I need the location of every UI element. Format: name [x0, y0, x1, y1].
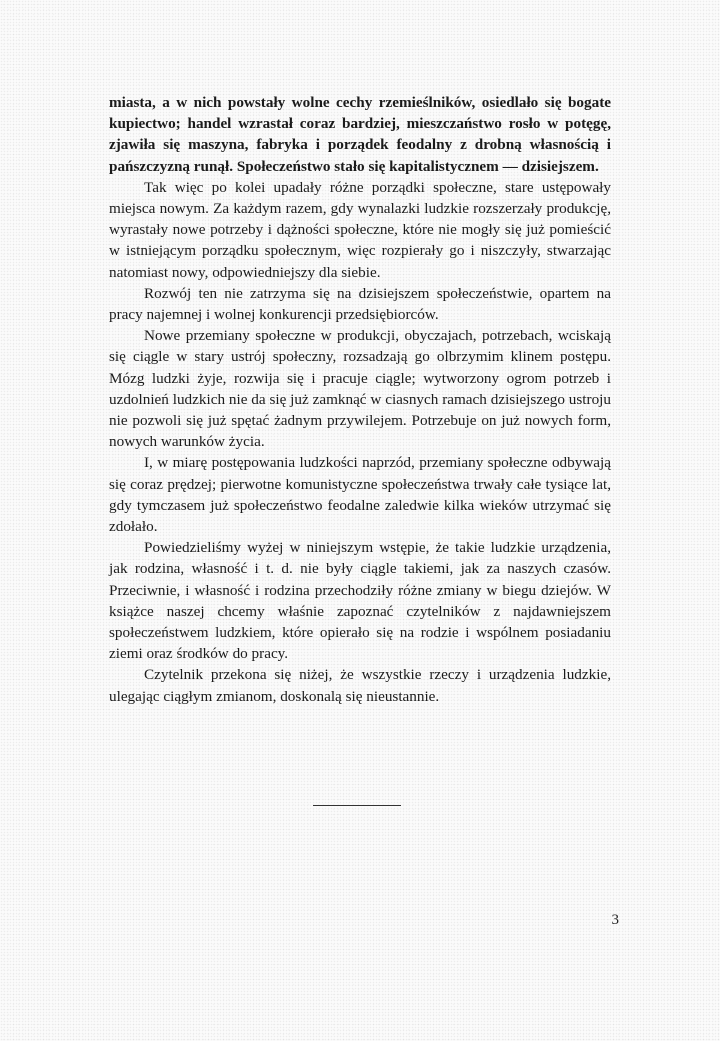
- paragraph: Tak więc po kolei upadały różne porządki społeczne, stare ustępowały miejsca nowym. Za każdym razem, gdy wynalazki ludzkie rozszerzały produkcję, wyrastały nowe potrzeby i dążności społeczne, które nie mogły się już pomieścić w istniejącym porządku społecznym, więc rozpierały go i niszczyły, stwarzając natomiast nowy, odpowiedniejszy dla siebie.: [109, 178, 611, 281]
- body-text: [109, 92, 611, 707]
- paragraph: Nowe przemiany społeczne w produkcji, obyczajach, potrzebach, wciskają się ciągle w stary ustrój społeczny, rozsadzają go olbrzymim klinem postępu. Mózg ludzki żyje, rozwija się i pracuje ciągle; wytworzony ogrom potrzeb i uzdolnień ludzkich nie da się już zamknąć w ciasnych ramach dzisiejszego ustroju nie pozwoli się już spętać żadnym przywilejem. Potrzebuje on już nowych form, nowych warunków życia.: [109, 327, 611, 451]
- page-number: 3: [611, 912, 619, 928]
- paragraph: I, w miarę postępowania ludzkości naprzód, przemiany społeczne odbywają się coraz prędzej; pierwotne komunistyczne społeczeństwa trwały całe tysiące lat, gdy tymczasem już społeczeństwo feodalne zaledwie kilka wieków utrzymać się zdołało.: [109, 454, 611, 536]
- paragraph: Czytelnik przekona się niżej, że wszystkie rzeczy i urządzenia ludzkie, ulegając ciągłym zmianom, doskonalą się nieustannie.: [109, 666, 611, 705]
- paragraph: miasta, a w nich powstały wolne cechy rzemieślników, osiedlało się bogate kupiectwo; handel wzrastał coraz bardziej, mieszczaństwo rosło w potęgę, zjawiła się maszyna, fabryka i porządek feodalny z drobną własnością i pańszczyzną runął. Społeczeństwo stało się kapitalistycznem — dzisiejszem.: [109, 94, 611, 175]
- paragraph: Rozwój ten nie zatrzyma się na dzisiejszem społeczeństwie, opartem na pracy najemnej i wolnej konkurencji przedsiębiorców.: [109, 284, 611, 324]
- section-divider: [313, 805, 401, 806]
- paragraph: Powiedzieliśmy wyżej w niniejszym wstępie, że takie ludzkie urządzenia, jak rodzina, własność i t. d. nie były ciągle takiemi, jak za naszych czasów. Przeciwnie, i własność i rodzina przechodziły różne zmiany w biegu dziejów. W książce naszej chcemy właśnie zapoznać czytelników z najdawniejszem społeczeństwem ludzkiem, które opierało się na rodzie i wspólnem posiadaniu ziemi oraz środków do pracy.: [109, 539, 611, 663]
